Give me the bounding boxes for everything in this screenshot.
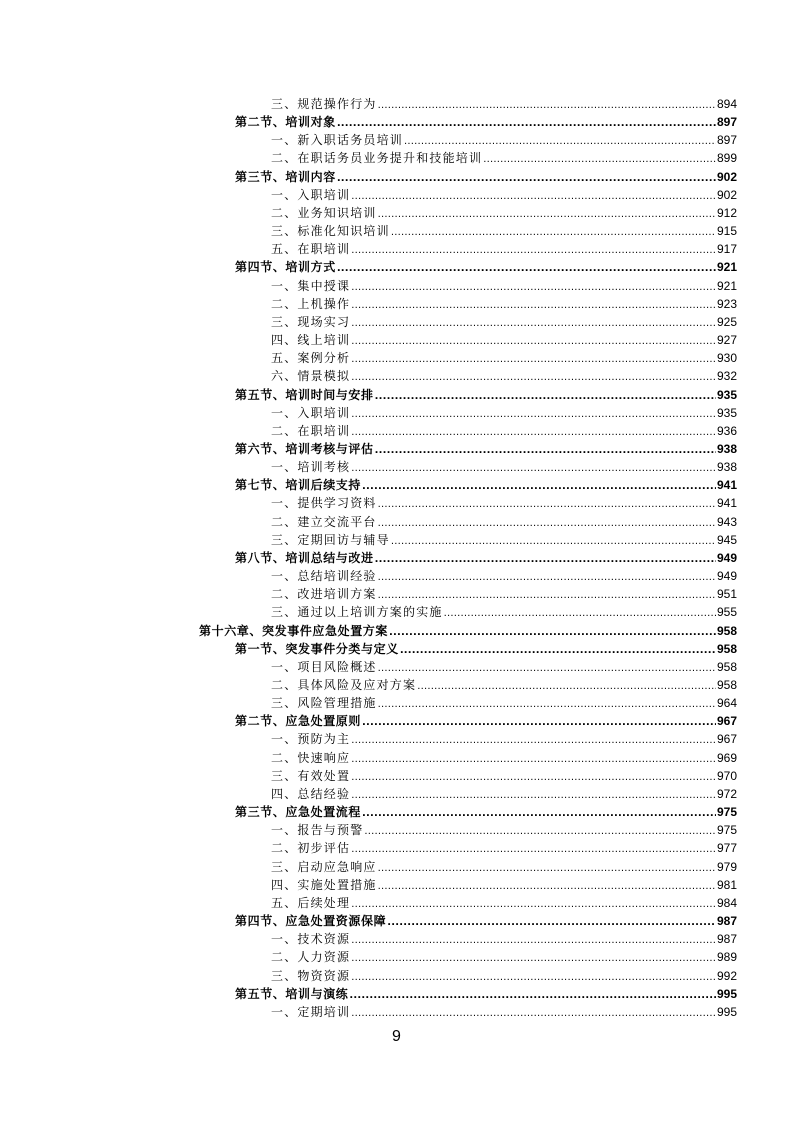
toc-entry-section[interactable] — [0, 258, 793, 276]
toc-entry-item[interactable] — [0, 858, 793, 876]
toc-entry-section[interactable] — [0, 386, 793, 404]
toc-entry-section[interactable] — [0, 912, 793, 930]
toc-entry-item[interactable] — [0, 222, 793, 240]
toc-entry-item[interactable] — [0, 967, 793, 985]
toc-entry-page-number: 925 — [716, 314, 737, 329]
toc-entry-title: 三、现场实习 — [271, 314, 351, 329]
toc-entry-page-number: 923 — [716, 296, 737, 311]
toc-entry-title: 四、线上培训 — [271, 333, 351, 348]
toc-entry-title: 四、总结经验 — [271, 786, 351, 801]
toc-entry-section[interactable] — [0, 113, 793, 131]
page-number: 9 — [392, 1028, 401, 1045]
toc-entry-title: 第二节、培训对象 — [235, 115, 336, 130]
toc-entry-page-number: 970 — [716, 768, 737, 783]
toc-entry-item[interactable] — [0, 331, 793, 349]
toc-entry-title: 五、后续处理 — [271, 895, 351, 910]
toc-entry-item[interactable] — [0, 767, 793, 785]
toc-entry-page-number: 967 — [716, 714, 737, 729]
toc-entry-page-number: 964 — [716, 696, 737, 711]
toc-entry-title: 一、入职培训 — [271, 187, 351, 202]
toc-entry-title: 一、技术资源 — [271, 932, 351, 947]
toc-entry-title: 五、案例分析 — [271, 351, 351, 366]
toc-entry-title: 四、实施处置措施 — [271, 877, 377, 892]
toc-entry-page-number: 987 — [716, 914, 737, 929]
toc-entry-page-number: 958 — [716, 641, 737, 656]
toc-entry-page-number: 927 — [716, 333, 737, 348]
toc-entry-title: 第五节、培训时间与安排 — [235, 387, 374, 402]
toc-entry-page-number: 938 — [716, 460, 737, 475]
toc-entry-item[interactable] — [0, 494, 793, 512]
toc-entry-title: 三、有效处置 — [271, 768, 351, 783]
toc-entry-section[interactable] — [0, 476, 793, 494]
toc-entry-title: 第一节、突发事件分类与定义 — [235, 641, 399, 656]
toc-entry-title: 一、报告与预警 — [271, 823, 364, 838]
toc-entry-item[interactable] — [0, 658, 793, 676]
toc-entry-page-number: 975 — [716, 823, 737, 838]
toc-entry-title: 一、培训考核 — [271, 460, 351, 475]
toc-entry-title: 一、定期培训 — [271, 1004, 351, 1019]
toc-entry-title: 二、人力资源 — [271, 950, 351, 965]
toc-entry-page-number: 938 — [716, 441, 737, 456]
toc-entry-section[interactable] — [0, 712, 793, 730]
toc-entry-title: 第二节、应急处置原则 — [235, 714, 362, 729]
toc-entry-item[interactable] — [0, 186, 793, 204]
toc-entry-title: 三、定期回访与辅导 — [271, 532, 390, 547]
toc-entry-title: 三、物资资源 — [271, 968, 351, 983]
toc-entry-title: 五、在职培训 — [271, 242, 351, 257]
toc-entry-page-number: 969 — [716, 750, 737, 765]
toc-entry-title: 二、建立交流平台 — [271, 514, 377, 529]
toc-entry-item[interactable] — [0, 930, 793, 948]
toc-entry-item[interactable] — [0, 95, 793, 113]
toc-entry-item[interactable] — [0, 585, 793, 603]
toc-entry-page-number: 972 — [716, 786, 737, 801]
toc-entry-page-number: 958 — [716, 678, 737, 692]
toc-entry-item[interactable] — [0, 730, 793, 748]
toc-entry-page-number: 984 — [716, 895, 737, 910]
toc-entry-title: 二、业务知识培训 — [271, 205, 377, 220]
toc-entry-page-number: 955 — [716, 605, 737, 620]
toc-entry-item[interactable] — [0, 313, 793, 331]
toc-entry-title: 二、上机操作 — [271, 296, 351, 311]
toc-entry-page-number: 981 — [716, 877, 737, 892]
toc-entry-item[interactable] — [0, 876, 793, 894]
toc-entry-item[interactable] — [0, 422, 793, 440]
toc-entry-item[interactable] — [0, 131, 793, 149]
toc-entry-title: 第三节、应急处置流程 — [235, 805, 362, 820]
toc-entry-title: 一、新入职话务员培训 — [271, 133, 404, 148]
toc-entry-item[interactable] — [0, 894, 793, 912]
toc-entry-title: 三、规范操作行为 — [271, 97, 377, 111]
toc-entry-title: 第六节、培训考核与评估 — [235, 441, 374, 456]
toc-entry-page-number: 941 — [716, 478, 737, 493]
dot-leader — [351, 1005, 716, 1023]
toc-entry-item[interactable] — [0, 676, 793, 694]
toc-entry-page-number: 995 — [716, 986, 737, 1001]
toc-entry-item[interactable] — [0, 513, 793, 531]
toc-entry-page-number: 932 — [716, 369, 737, 384]
toc-entry-section[interactable] — [0, 985, 793, 1003]
toc-entry-title: 一、项目风险概述 — [271, 659, 377, 674]
toc-entry-title: 第四节、培训方式 — [235, 260, 336, 275]
toc-entry-chapter[interactable] — [0, 622, 793, 640]
toc-entry-item[interactable] — [0, 295, 793, 313]
toc-entry-section[interactable] — [0, 440, 793, 458]
toc-entry-page-number: 989 — [716, 950, 737, 965]
toc-entry-page-number: 899 — [716, 151, 737, 166]
toc-entry-item[interactable] — [0, 948, 793, 966]
toc-entry-item[interactable] — [0, 277, 793, 295]
toc-entry-title: 三、标准化知识培训 — [271, 224, 390, 239]
toc-entry-title: 一、总结培训经验 — [271, 569, 377, 584]
toc-entry-section[interactable] — [0, 803, 793, 821]
toc-entry-title: 三、通过以上培训方案的实施 — [271, 605, 443, 620]
toc-entry-title: 一、预防为主 — [271, 732, 351, 747]
toc-entry-page-number: 967 — [716, 732, 737, 747]
toc-entry-page-number: 958 — [716, 623, 737, 638]
toc-entry-title: 三、启动应急响应 — [271, 859, 377, 874]
toc-entry-page-number: 915 — [716, 224, 737, 239]
toc-entry-item[interactable] — [0, 839, 793, 857]
toc-entry-page-number: 897 — [716, 133, 737, 148]
toc-entry-title: 一、集中授课 — [271, 278, 351, 293]
toc-entry-item[interactable] — [0, 1003, 793, 1021]
toc-entry-item[interactable] — [0, 204, 793, 222]
toc-entry-page-number: 995 — [716, 1004, 737, 1019]
toc-entry-item[interactable] — [0, 531, 793, 549]
toc-entry-page-number: 902 — [716, 187, 737, 202]
toc-entry-page-number: 897 — [716, 115, 737, 130]
toc-entry-page-number: 949 — [716, 569, 737, 584]
toc-entry-page-number: 975 — [716, 805, 737, 820]
toc-entry-page-number: 930 — [716, 351, 737, 366]
toc-entry-page-number: 958 — [716, 659, 737, 674]
toc-entry-title: 第五节、培训与演练 — [235, 986, 349, 1001]
toc-entry-page-number: 912 — [716, 205, 737, 220]
toc-entry-item[interactable] — [0, 567, 793, 585]
toc-entry-page-number: 935 — [716, 405, 737, 420]
toc-entry-page-number: 921 — [716, 278, 737, 293]
toc-entry-page-number: 921 — [716, 260, 737, 275]
toc-entry-title: 第三节、培训内容 — [235, 169, 336, 184]
toc-entry-section[interactable] — [0, 640, 793, 658]
toc-entry-item[interactable] — [0, 404, 793, 422]
toc-entry-section[interactable] — [0, 549, 793, 567]
toc-entry-title: 第八节、培训总结与改进 — [235, 550, 374, 565]
toc-entry-page-number: 902 — [716, 169, 737, 184]
toc-entry-page-number: 894 — [716, 97, 737, 111]
toc-entry-page-number: 917 — [716, 242, 737, 257]
toc-entry-item[interactable] — [0, 785, 793, 803]
toc-entry-page-number: 987 — [716, 932, 737, 947]
toc-entry-title: 二、改进培训方案 — [271, 587, 377, 602]
toc-entry-item[interactable] — [0, 149, 793, 167]
toc-entry-page-number: 945 — [716, 532, 737, 547]
toc-entry-page-number: 936 — [716, 423, 737, 438]
toc-entry-title: 二、初步评估 — [271, 841, 351, 856]
table-of-contents — [0, 95, 793, 1021]
toc-entry-title: 第七节、培训后续支持 — [235, 478, 362, 493]
toc-entry-page-number: 935 — [716, 387, 737, 402]
toc-entry-item[interactable] — [0, 694, 793, 712]
toc-entry-title: 二、快速响应 — [271, 750, 351, 765]
toc-entry-title: 一、入职培训 — [271, 405, 351, 420]
toc-entry-item[interactable] — [0, 749, 793, 767]
toc-entry-page-number: 943 — [716, 514, 737, 529]
toc-entry-page-number: 951 — [716, 587, 737, 602]
toc-entry-title: 第十六章、突发事件应急处置方案 — [199, 623, 389, 638]
toc-entry-title: 第四节、应急处置资源保障 — [235, 914, 387, 929]
toc-entry-title: 二、在职话务员业务提升和技能培训 — [271, 151, 483, 166]
toc-entry-page-number: 992 — [716, 968, 737, 983]
toc-entry-title: 一、提供学习资料 — [271, 496, 377, 511]
toc-entry-section[interactable] — [0, 168, 793, 186]
toc-entry-page-number: 941 — [716, 496, 737, 511]
toc-entry-page-number: 949 — [716, 550, 737, 565]
toc-entry-title: 六、情景模拟 — [271, 369, 351, 384]
toc-entry-item[interactable] — [0, 821, 793, 839]
toc-entry-item[interactable] — [0, 240, 793, 258]
toc-entry-page-number: 979 — [716, 859, 737, 874]
toc-entry-title: 三、风险管理措施 — [271, 696, 377, 711]
toc-entry-title: 二、具体风险及应对方案 — [271, 678, 417, 692]
toc-entry-item[interactable] — [0, 349, 793, 367]
toc-entry-item[interactable] — [0, 367, 793, 385]
toc-entry-page-number: 977 — [716, 841, 737, 856]
toc-entry-item[interactable] — [0, 603, 793, 621]
toc-entry-title: 二、在职培训 — [271, 423, 351, 438]
toc-entry-item[interactable] — [0, 458, 793, 476]
